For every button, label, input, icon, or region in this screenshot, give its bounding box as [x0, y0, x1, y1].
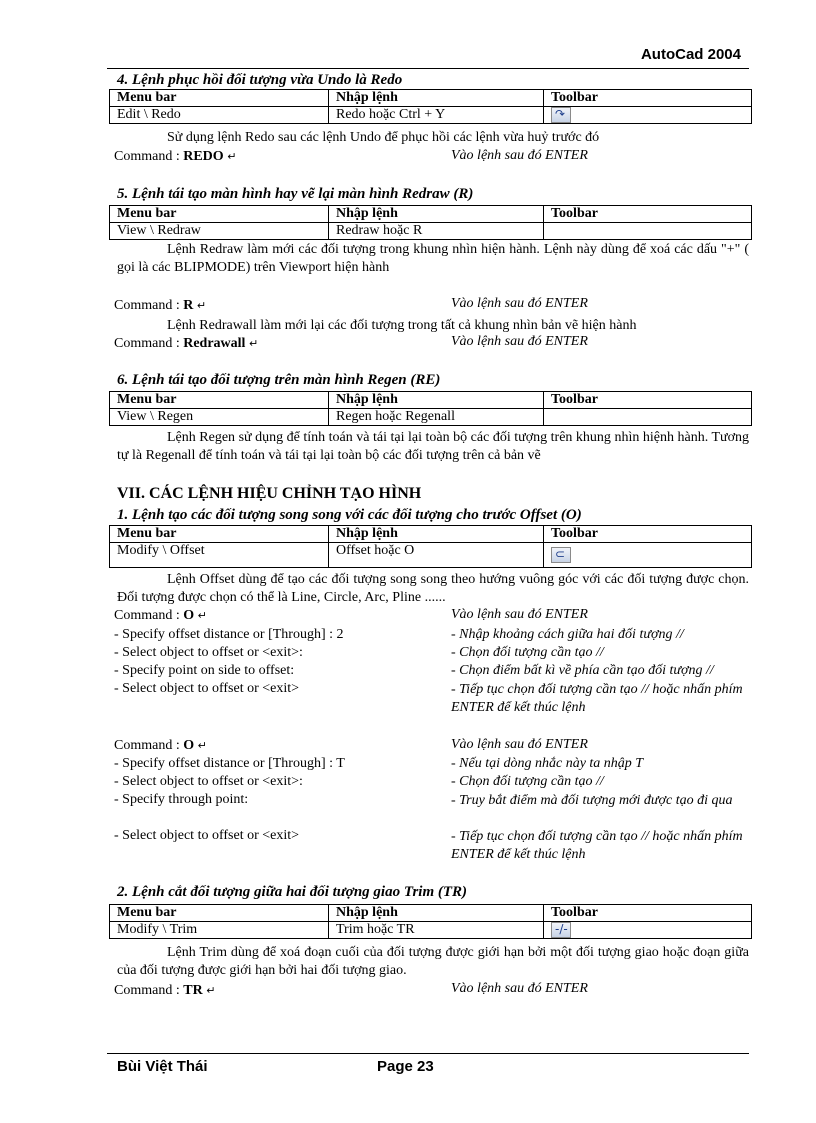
redo-section-title: 4. Lệnh phục hồi đối tượng vừa Undo là Redo: [117, 72, 403, 88]
offset-prompt-repeat: - Select object to offset or <exit>: [114, 681, 300, 696]
col-toolbar: Toolbar: [544, 392, 752, 409]
redo-command-table: [109, 89, 752, 124]
offset-command-note: Vào lệnh sau đó ENTER: [451, 607, 588, 622]
enter-icon: ↵: [206, 984, 216, 997]
col-menu-bar: Menu bar: [110, 526, 329, 543]
col-input: Nhập lệnh: [329, 90, 544, 107]
offset-through-prompt-point: - Specify through point:: [114, 792, 249, 807]
redraw-toolbar-cell: [544, 223, 752, 240]
regen-menu-path: View \ Regen: [110, 409, 329, 426]
enter-icon: ↵: [227, 150, 237, 163]
redo-input: Redo hoặc Ctrl + Y: [329, 107, 544, 124]
offset-menu-path: Modify \ Offset: [110, 543, 329, 568]
offset-through-prompt-select: - Select object to offset or <exit>:: [114, 774, 303, 789]
redraw-command-table: [109, 205, 752, 240]
trim-icon: -/-: [551, 922, 571, 938]
enter-icon: ↵: [197, 739, 207, 752]
offset-note-select: - Chọn đối tượng cần tạo //: [451, 645, 604, 660]
trim-section-title: 2. Lệnh cắt đối tượng giữa hai đối tượng giao Trim (TR): [117, 884, 468, 900]
offset-prompt-side: - Specify point on side to offset:: [114, 663, 295, 678]
redraw-command-line: Command : R ↵: [114, 298, 207, 313]
redo-toolbar-cell: [544, 107, 752, 124]
col-input: Nhập lệnh: [329, 526, 544, 543]
offset-section-title: 1. Lệnh tạo các đối tượng song song với các đối tượng cho trước Offset (O): [117, 507, 582, 523]
offset-prompt-distance: - Specify offset distance or [Through] : 2: [114, 627, 344, 642]
redraw-section-title: 5. Lệnh tái tạo màn hình hay vẽ lại màn hình Redraw (R): [117, 186, 474, 202]
col-menu-bar: Menu bar: [110, 905, 329, 922]
enter-icon: ↵: [248, 337, 259, 350]
redo-command-note: Vào lệnh sau đó ENTER: [451, 148, 588, 163]
offset-note-side: - Chọn điểm bất kì về phía cần tạo đối tượng //: [451, 663, 714, 678]
offset-through-note-repeat: - Tiếp tục chọn đối tượng cần tạo // hoặc nhấn phím ENTER để kết thúc lệnh: [451, 829, 743, 862]
redo-command-line: Command : REDO ↵: [114, 149, 237, 164]
regen-section-title: 6. Lệnh tái tạo đối tượng trên màn hình Regen (RE): [117, 372, 441, 388]
col-menu-bar: Menu bar: [110, 206, 329, 223]
redraw-command-note: Vào lệnh sau đó ENTER: [451, 296, 588, 311]
redo-menu-path: Edit \ Redo: [110, 107, 329, 124]
trim-input: Trim hoặc TR: [329, 922, 544, 939]
offset-command-table: [109, 525, 752, 568]
trim-description: Lệnh Trim dùng để xoá đoạn cuối của đối tượng được giới hạn bởi một đối tượng giao hoặc đoạn giữa của đối tượng được giới hạn bởi hai đối tượng giao.: [117, 945, 749, 978]
redrawall-command-note: Vào lệnh sau đó ENTER: [451, 334, 588, 349]
col-toolbar: Toolbar: [544, 90, 752, 107]
redrawall-command-line: Command : Redrawall ↵: [114, 336, 259, 351]
offset-description: Lệnh Offset dùng để tạo các đối tượng song song theo hướng vuông góc với các đối tượng được chọn. Đối tượng được chọn có thể là Line, Circle, Arc, Pline ......: [117, 572, 749, 605]
col-toolbar: Toolbar: [544, 206, 752, 223]
chapter-title: VII. CÁC LỆNH HIỆU CHỈNH TẠO HÌNH: [117, 485, 422, 502]
regen-input: Regen hoặc Regenall: [329, 409, 544, 426]
offset-prompt-select: - Select object to offset or <exit>:: [114, 645, 303, 660]
trim-command-table: [109, 904, 752, 939]
trim-command-line: Command : TR ↵: [114, 983, 216, 998]
enter-icon: ↵: [196, 299, 207, 312]
col-input: Nhập lệnh: [329, 206, 544, 223]
col-toolbar: Toolbar: [544, 526, 752, 543]
redraw-description: Lệnh Redraw làm mới các đối tượng trong khung nhìn hiện hành. Lệnh này dùng để xoá các dấu "+" ( gọi là các BLIPMODE) trên Viewport hiện hành: [117, 242, 749, 275]
col-toolbar: Toolbar: [544, 905, 752, 922]
col-menu-bar: Menu bar: [110, 392, 329, 409]
trim-command-note: Vào lệnh sau đó ENTER: [451, 981, 588, 996]
redraw-menu-path: View \ Redraw: [110, 223, 329, 240]
redrawall-description: Lệnh Redrawall làm mới lại các đối tượng trong tất cả khung nhìn bản vẽ hiện hành: [167, 318, 637, 333]
offset-through-command-note: Vào lệnh sau đó ENTER: [451, 737, 588, 752]
regen-toolbar-cell: [544, 409, 752, 426]
page-header-title: AutoCad 2004: [640, 46, 741, 63]
header-rule: [107, 68, 749, 69]
redo-description: Sử dụng lệnh Redo sau các lệnh Undo để phục hồi các lệnh vừa huỷ trước đó: [167, 130, 600, 145]
offset-through-command-line: Command : O ↵: [114, 738, 207, 753]
regen-command-table: [109, 391, 752, 426]
offset-through-prompt-repeat: - Select object to offset or <exit>: [114, 828, 300, 843]
col-input: Nhập lệnh: [329, 905, 544, 922]
enter-icon: ↵: [197, 609, 207, 622]
offset-through-note-select: - Chọn đối tượng cần tạo //: [451, 774, 604, 789]
offset-note-repeat: - Tiếp tục chọn đối tượng cần tạo // hoặc nhấn phím ENTER để kết thúc lệnh: [451, 682, 743, 715]
footer-author: Bùi Việt Thái: [117, 1058, 208, 1075]
offset-note-distance: - Nhập khoảng cách giữa hai đối tượng //: [451, 627, 684, 642]
regen-description: Lệnh Regen sử dụng để tính toán và tái tại lại toàn bộ các đối tượng trên khung nhìn hiệnh hành. Tương tự là Regenall để tính toán và tái tại lại toàn bộ các đối tượng trên cả bản vẽ: [117, 430, 749, 463]
col-input: Nhập lệnh: [329, 392, 544, 409]
offset-through-note-point: - Truy bắt điểm mà đối tượng mới được tạo đi qua: [451, 793, 733, 808]
offset-through-prompt-distance: - Specify offset distance or [Through] : T: [114, 756, 345, 771]
col-menu-bar: Menu bar: [110, 90, 329, 107]
footer-page-number: Page 23: [377, 1058, 434, 1075]
redo-icon: ↷: [551, 107, 571, 123]
offset-through-note-distance: - Nếu tại dòng nhắc này ta nhập T: [451, 756, 644, 771]
trim-toolbar-cell: [544, 922, 752, 939]
offset-toolbar-cell: [544, 543, 752, 568]
redraw-input: Redraw hoặc R: [329, 223, 544, 240]
trim-menu-path: Modify \ Trim: [110, 922, 329, 939]
offset-input: Offset hoặc O: [329, 543, 544, 568]
footer-rule: [107, 1053, 749, 1054]
offset-icon: ⊂: [551, 547, 571, 563]
offset-command-line: Command : O ↵: [114, 608, 207, 623]
